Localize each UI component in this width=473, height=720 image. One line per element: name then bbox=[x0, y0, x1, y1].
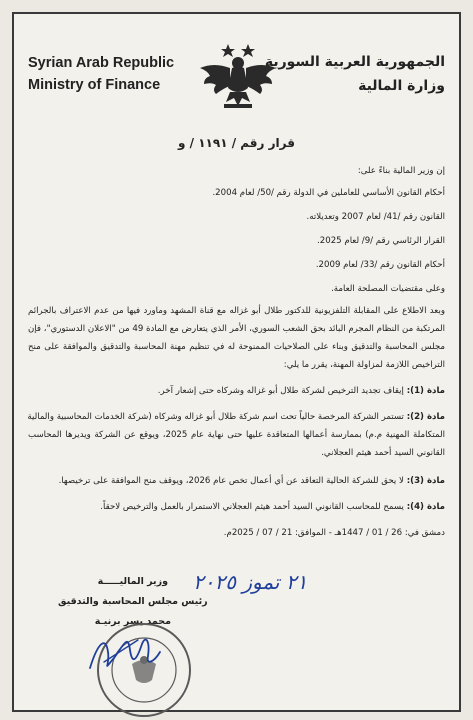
arabic-header bbox=[265, 50, 445, 98]
reference-1: أحكام القانون الأساسي للعاملين في الدولة رقم /50/ لعام 2004. bbox=[212, 188, 445, 198]
document-page bbox=[12, 12, 461, 712]
article-3-text: لا يحق للشركة الحالية التعاقد عن أي أعمال تخص عام 2026، ويوقف منح الموافقة على ترخيصها. bbox=[58, 476, 404, 486]
preamble-line-4: التراخيص اللازمة لمزاولة المهنة، يقرر ما يلي: bbox=[283, 360, 445, 370]
article-2-line-3: القانوني السيد أحمد هيثم العجلاني. bbox=[321, 448, 445, 458]
article-3 bbox=[59, 476, 445, 486]
article-2-line-1 bbox=[28, 412, 445, 422]
preamble-line-1: وبعد الاطلاع على المقابلة التلفزيونية للدكتور طلال أبو غزاله مع قناة المشهد وماورد فيها من عدم الاعتراف بالجرائم bbox=[28, 306, 445, 316]
signatory-subtitle: رئيس مجلس المحاسبة والتدقيق bbox=[58, 596, 208, 607]
header-ministry-ar: وزارة المالية bbox=[358, 78, 445, 94]
signatory-name: محمد يسر برنيـة bbox=[94, 616, 171, 627]
article-2-label: مادة (2): bbox=[406, 412, 445, 422]
decision-title: قرار رقم / ١١٩١ / و bbox=[178, 136, 295, 150]
english-header bbox=[28, 52, 174, 96]
article-4 bbox=[100, 502, 445, 512]
reference-3: القرار الرئاسي رقم /9/ لعام 2025. bbox=[317, 236, 445, 246]
issue-date: دمشق في: 26 / 01 / 1447هـ - الموافق: 21 / 07 / 2025م. bbox=[223, 528, 445, 538]
article-2-line-2: المتكاملة المهنية م.م) بممارسة أعمالها المتعاقدة عليها حتى نهاية عام 2025، ويوقع عن الشركة ويديرها المحاسب bbox=[28, 430, 445, 440]
intro-line: إن وزير المالية بناءً على: bbox=[357, 166, 445, 176]
signatory-title: وزير الماليـــــة bbox=[97, 576, 168, 587]
article-3-label: مادة (3): bbox=[406, 476, 445, 486]
article-4-label: مادة (4): bbox=[406, 502, 445, 512]
article-1 bbox=[158, 386, 445, 396]
preamble-line-3: مجلس المحاسبة والتدقيق وبناء على الصلاحيات الممنوحة له في تنظيم مهنة المحاسبة والتدقيق والموافقة على منح bbox=[28, 342, 445, 352]
reference-5: وعلى مقتضيات المصلحة العامة. bbox=[331, 284, 445, 294]
reference-4: أحكام القانون رقم /33/ لعام 2009. bbox=[315, 260, 445, 270]
article-2-text-1: تستمر الشركة المرخصة حالياً تحت اسم شركة طلال أبو غزاله وشركاه (شركة الخدمات المحاسبية والمالية bbox=[27, 412, 404, 422]
header-ministry-en: Ministry of Finance bbox=[28, 77, 161, 93]
reference-2: القانون رقم /41/ لعام 2007 وتعديلاته. bbox=[306, 212, 445, 222]
handwritten-date: ٢١ تموز ٢٠٢٥ bbox=[193, 570, 308, 594]
preamble-line-2: المرتكبة من النظام المجرم البائد بحق الشعب السوري، الأمر الذي يتعارض مع المادة 49 من "الاعلان الدستوري"، فإن bbox=[28, 324, 445, 334]
article-4-text: يسمح للمحاسب القانوني السيد أحمد هيثم العجلاني الاستمرار بالعمل والترخيص لاحقاً. bbox=[100, 502, 404, 512]
article-1-text: إيقاف تجديد الترخيص لشركة طلال أبو غزاله وشركاه حتى إشعار آخر. bbox=[157, 386, 404, 396]
header-republic-ar: الجمهورية العربية السورية bbox=[264, 54, 445, 70]
document-content bbox=[28, 24, 445, 700]
signature-mark bbox=[84, 622, 164, 682]
article-1-label: مادة (1): bbox=[406, 386, 445, 396]
header-republic-en: Syrian Arab Republic bbox=[28, 55, 175, 71]
